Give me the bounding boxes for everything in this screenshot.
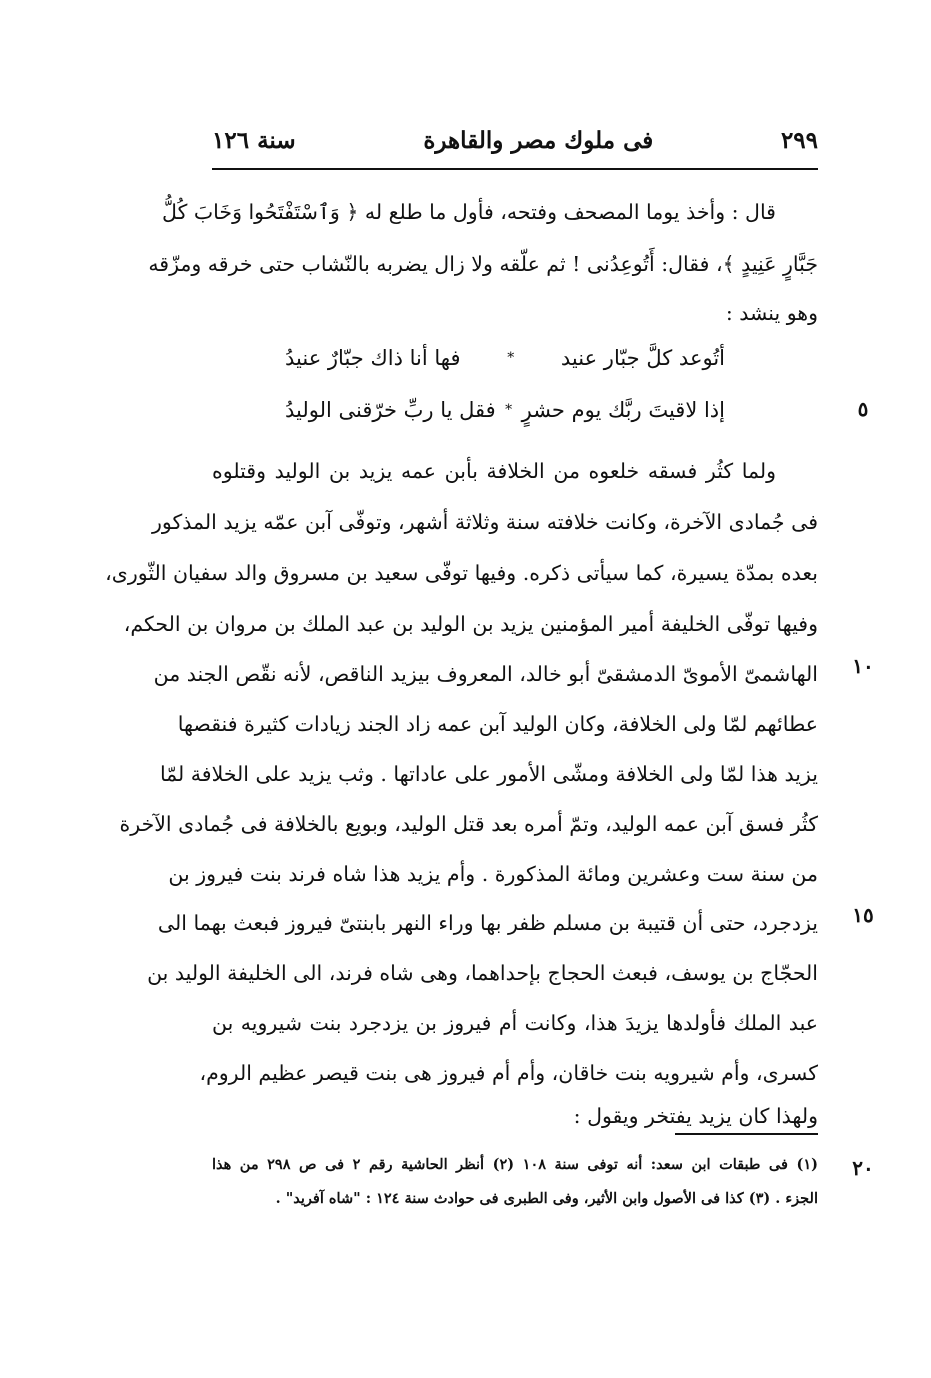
body-line: كثُر فسق آبن عمه الوليد، وتمّ أمره بعد قتل الوليد، وبويع بالخلافة فى جُمادى الآخرة bbox=[119, 812, 818, 836]
header-title: فى ملوك مصر والقاهرة bbox=[423, 126, 654, 154]
margin-line-number: ١٠ bbox=[852, 654, 874, 678]
body-line: يزيد هذا لمّا ولى الخلافة ومشّى الأمور على عاداتها . وثب يزيد على الخلافة لمّا bbox=[159, 762, 818, 786]
verse-separator: * bbox=[507, 350, 515, 366]
footnote-line: الجزء . (٣) كذا فى الأصول وابن الأثير، وفى الطبرى فى حوادث سنة ١٢٤ : "شاه آفريد" . bbox=[275, 1190, 818, 1207]
body-line: وهو ينشد : bbox=[725, 301, 818, 325]
verse-separator: * bbox=[505, 402, 513, 418]
body-line: عطائهم لمّا ولى الخلافة، وكان الوليد آبن عمه زاد الجند زيادات كثيرة فنقصها bbox=[177, 712, 818, 736]
running-header bbox=[212, 118, 818, 162]
footnote-rule bbox=[675, 1133, 818, 1135]
verse-hemistich: إذا لاقيتَ ربَّك يوم حشرٍ bbox=[521, 398, 725, 422]
margin-line-number: ٥ bbox=[857, 397, 869, 421]
footnote-line: (١) فى طبقات ابن سعد: أنه توفى سنة ١٠٨ (٢) أنظر الحاشية رقم ٢ فى ص ٢٩٨ من هذا bbox=[212, 1156, 818, 1173]
body-line: ولهذا كان يزيد يفتخر ويقول : bbox=[573, 1104, 818, 1128]
margin-line-number: ١٥ bbox=[852, 903, 874, 927]
verse-hemistich: فقل يا ربِّ خرّقنى الوليدُ bbox=[285, 398, 496, 422]
verse-line bbox=[285, 332, 725, 384]
body-line: وفيها توفّى الخليفة أمير المؤمنين يزيد بن الوليد بن عبد الملك بن مروان بن الحكم، bbox=[123, 612, 818, 636]
verse-line bbox=[285, 384, 725, 436]
body-line: يزدجرد، حتى أن قتيبة بن مسلم ظفر بها وراء النهر بابنتىّ فيروز فبعث بهما الى bbox=[157, 911, 818, 935]
margin-line-number: ٢٠ bbox=[852, 1156, 874, 1180]
body-line: ولما كثُر فسقه خلعوه من الخلافة بأبن عمه يزيد بن الوليد وقتلوه bbox=[212, 459, 776, 483]
body-line: من سنة ست وعشرين ومائة المذكورة . وأم يزيد هذا شاه فرند بنت فيروز بن bbox=[168, 862, 818, 886]
body-line: فى جُمادى الآخرة، وكانت خلافته سنة وثلاثة أشهر، وتوفّى آبن عمّه يزيد المذكور bbox=[152, 510, 818, 534]
header-rule bbox=[212, 168, 818, 170]
body-line: جَبَّارٍ عَنِيدٍ ﴾، فقال: أَتُوعِدُنى ! ثم علّقه ولا زال يضربه بالنّشاب حتى خرقه ومزّقه bbox=[148, 252, 818, 276]
verse-hemistich: فها أنا ذاك جبّارٌ عنيدُ bbox=[285, 346, 461, 370]
body-line: عبد الملك فأولدها يزيدَ هذا، وكانت أم فيروز بن يزدجرد بنت شيرويه بن bbox=[212, 1011, 818, 1035]
page-number: ٢٩٩ bbox=[780, 126, 818, 154]
body-line: كسرى، وأم شيرويه بنت خاقان، وأم أم فيروز هى بنت قيصر عظيم الروم، bbox=[199, 1061, 818, 1085]
body-line: بعده بمدّة يسيرة، كما سيأتى ذكره. وفيها توفّى سعيد بن مسروق والد سفيان الثّورى، bbox=[105, 561, 818, 585]
body-line: الحجّاج بن يوسف، فبعث الحجاج بإحداهما، وهى شاه فرند، الى الخليفة الوليد بن bbox=[147, 961, 818, 985]
header-year: سنة ١٢٦ bbox=[212, 126, 296, 154]
body-line: قال : وأخذ يوما المصحف وفتحه، فأول ما طلع له ﴿ وَٱسْتَفْتَحُوا وَخَابَ كُلُّ bbox=[162, 200, 776, 224]
verse-hemistich: أتُوعد كلَّ جبّار عنيد bbox=[560, 346, 725, 370]
body-line: الهاشمىّ الأموىّ الدمشقىّ أبو خالد، المعروف بيزيد الناقص، لأنه نقّص الجند من bbox=[153, 662, 818, 686]
